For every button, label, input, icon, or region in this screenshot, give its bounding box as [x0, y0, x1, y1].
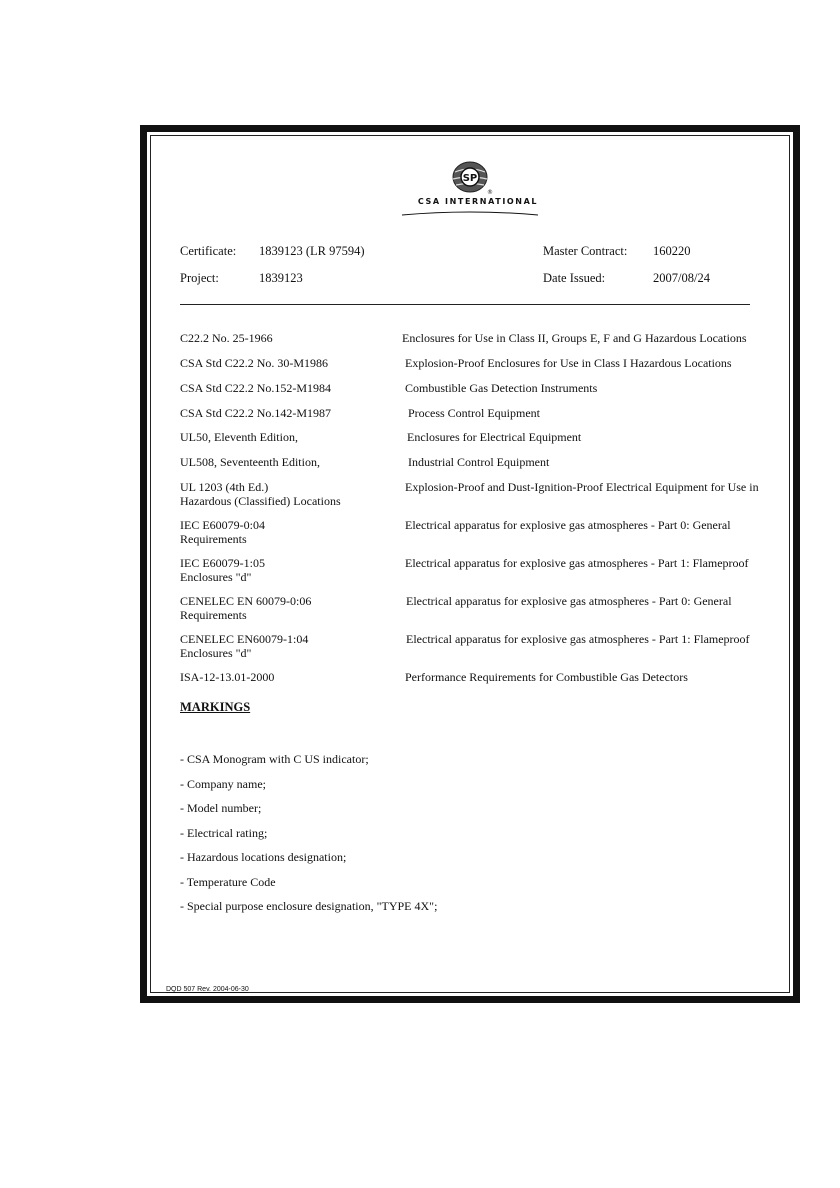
standard-code: UL 1203 (4th Ed.) — [180, 480, 269, 494]
standard-description: Explosion-Proof and Dust-Ignition-Proof Electrical Equipment for Use in — [405, 480, 759, 494]
standard-row — [180, 480, 760, 512]
standard-code: IEC E60079-1:05 — [180, 556, 265, 570]
standard-continuation: Enclosures "d" — [180, 646, 252, 660]
standard-continuation: Hazardous (Classified) Locations — [180, 494, 341, 508]
standard-continuation: Requirements — [180, 608, 247, 622]
standard-description: Performance Requirements for Combustible Gas Detectors — [405, 670, 688, 684]
date-issued-value: 2007/08/24 — [653, 271, 710, 285]
standard-description: Process Control Equipment — [408, 406, 540, 420]
logo-swoosh — [400, 209, 540, 217]
certificate-page — [150, 135, 790, 993]
certificate-border-gap — [147, 132, 793, 996]
project-label: Project: — [180, 271, 219, 285]
standard-row — [180, 594, 760, 626]
marking-item: - Electrical rating; — [180, 826, 268, 840]
master-contract-value: 160220 — [653, 244, 691, 258]
standard-description: Electrical apparatus for explosive gas atmospheres - Part 0: General — [405, 518, 731, 532]
marking-item: - Company name; — [180, 777, 266, 791]
standard-row — [180, 518, 760, 550]
certificate-label: Certificate: — [180, 244, 237, 258]
form-number: DQD 507 Rev. 2004-06-30 — [166, 986, 249, 993]
standard-code: IEC E60079-0:04 — [180, 518, 265, 532]
standard-code: CENELEC EN 60079-0:06 — [180, 594, 312, 608]
standard-description: Enclosures for Electrical Equipment — [407, 430, 582, 444]
standard-continuation: Enclosures "d" — [180, 570, 252, 584]
standard-code: UL508, Seventeenth Edition, — [180, 455, 320, 469]
marking-item: - Hazardous locations designation; — [180, 850, 347, 864]
org-name: CSA INTERNATIONAL — [417, 197, 539, 206]
standard-row — [180, 632, 760, 664]
certificate-border — [140, 125, 800, 1003]
standard-code: CSA Std C22.2 No.152-M1984 — [180, 381, 332, 395]
standard-code: ISA-12-13.01-2000 — [180, 670, 275, 684]
standard-description: Electrical apparatus for explosive gas atmospheres - Part 1: Flameproof — [406, 632, 750, 646]
standard-description: Explosion-Proof Enclosures for Use in Class I Hazardous Locations — [405, 356, 732, 370]
svg-text:®: ® — [487, 189, 493, 196]
master-contract-label: Master Contract: — [543, 244, 628, 258]
standard-code: CSA Std C22.2 No.142-M1987 — [180, 406, 332, 420]
date-issued-label: Date Issued: — [543, 271, 606, 285]
standard-code: UL50, Eleventh Edition, — [180, 430, 298, 444]
standard-description: Electrical apparatus for explosive gas atmospheres - Part 0: General — [406, 594, 732, 608]
standard-description: Combustible Gas Detection Instruments — [405, 381, 598, 395]
header-divider — [180, 304, 750, 305]
standard-description: Industrial Control Equipment — [408, 455, 550, 469]
marking-item: - CSA Monogram with C US indicator; — [180, 752, 369, 766]
standard-code: CSA Std C22.2 No. 30-M1986 — [180, 356, 329, 370]
standard-row — [180, 670, 760, 702]
marking-item: - Special purpose enclosure designation, "TYPE 4X"; — [180, 899, 438, 913]
standard-description: Electrical apparatus for explosive gas atmospheres - Part 1: Flameproof — [405, 556, 749, 570]
csa-logo — [151, 160, 789, 217]
standard-row — [180, 556, 760, 588]
standard-code: CENELEC EN60079-1:04 — [180, 632, 309, 646]
markings-title: MARKINGS — [180, 700, 251, 714]
csa-globe-icon — [440, 160, 500, 196]
certificate-value: 1839123 (LR 97594) — [259, 244, 365, 258]
marking-item: - Temperature Code — [180, 875, 276, 889]
marking-item: - Model number; — [180, 801, 262, 815]
standard-code: C22.2 No. 25-1966 — [180, 331, 273, 345]
project-value: 1839123 — [259, 271, 303, 285]
standard-description: Enclosures for Use in Class II, Groups E, F and G Hazardous Locations — [402, 331, 747, 345]
standard-continuation: Requirements — [180, 532, 247, 546]
svg-text:SP: SP — [462, 173, 478, 184]
